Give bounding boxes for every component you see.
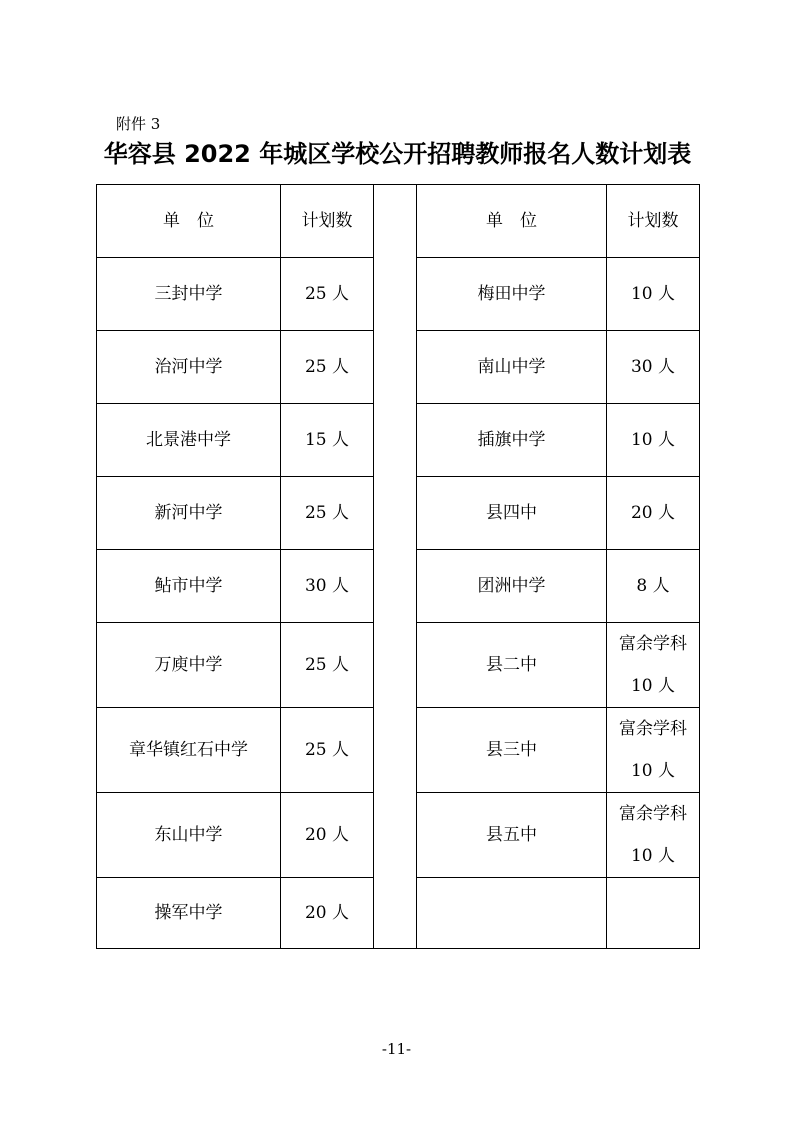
left-count-cell: 25 人 (281, 623, 374, 708)
page-number: -11- (381, 1040, 412, 1058)
count-note: 富余学科 (619, 804, 687, 824)
left-count-cell: 30 人 (281, 550, 374, 623)
left-count-cell: 25 人 (281, 477, 374, 550)
right-unit-cell-empty (417, 878, 607, 949)
right-unit-cell: 梅田中学 (417, 258, 607, 331)
plan-table (96, 184, 700, 949)
left-unit-cell: 三封中学 (97, 258, 281, 331)
header-count-right: 计划数 (607, 185, 700, 258)
right-count-cell (607, 793, 700, 878)
header-unit-left: 单 位 (97, 185, 281, 258)
right-unit-cell: 插旗中学 (417, 404, 607, 477)
count-note: 富余学科 (619, 634, 687, 654)
right-count-cell: 10 人 (607, 404, 700, 477)
right-count-cell: 30 人 (607, 331, 700, 404)
right-count-cell (607, 623, 700, 708)
attachment-label: 附件 3 (116, 115, 161, 133)
left-count-cell: 25 人 (281, 708, 374, 793)
page-title: 华容县 2022 年城区学校公开招聘教师报名人数计划表 (103, 140, 692, 168)
left-count-cell: 15 人 (281, 404, 374, 477)
left-count-cell: 20 人 (281, 878, 374, 949)
count-value: 10 人 (630, 761, 676, 781)
left-count-cell: 25 人 (281, 331, 374, 404)
right-unit-cell: 县五中 (417, 793, 607, 878)
right-count-cell: 20 人 (607, 477, 700, 550)
left-unit-cell: 章华镇红石中学 (97, 708, 281, 793)
right-count-cell (607, 708, 700, 793)
left-unit-cell: 万庾中学 (97, 623, 281, 708)
left-unit-cell: 鲇市中学 (97, 550, 281, 623)
left-count-cell: 25 人 (281, 258, 374, 331)
right-count-cell: 10 人 (607, 258, 700, 331)
right-unit-cell: 县三中 (417, 708, 607, 793)
left-unit-cell: 东山中学 (97, 793, 281, 878)
header-count-left: 计划数 (281, 185, 374, 258)
right-unit-cell: 南山中学 (417, 331, 607, 404)
right-unit-cell: 县二中 (417, 623, 607, 708)
left-unit-cell: 新河中学 (97, 477, 281, 550)
left-unit-cell: 北景港中学 (97, 404, 281, 477)
right-unit-cell: 团洲中学 (417, 550, 607, 623)
count-value: 10 人 (630, 676, 676, 696)
table-header-row (97, 185, 700, 258)
right-count-cell-empty (607, 878, 700, 949)
count-value: 10 人 (630, 846, 676, 866)
header-unit-right: 单 位 (417, 185, 607, 258)
column-gap (374, 185, 417, 949)
left-unit-cell: 治河中学 (97, 331, 281, 404)
left-unit-cell: 操军中学 (97, 878, 281, 949)
left-count-cell: 20 人 (281, 793, 374, 878)
count-note: 富余学科 (619, 719, 687, 739)
right-count-cell: 8 人 (607, 550, 700, 623)
right-unit-cell: 县四中 (417, 477, 607, 550)
